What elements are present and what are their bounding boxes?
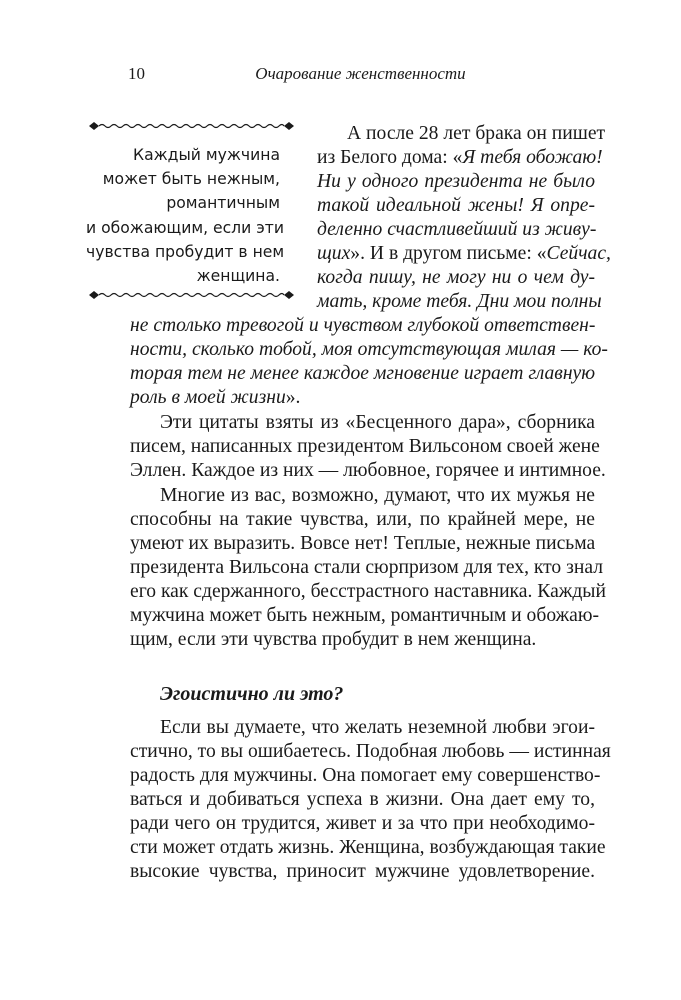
ornament-divider-top xyxy=(86,120,297,132)
text-line: торая тем не менее каждое мгновение играет главную xyxy=(130,363,596,384)
text-line: способны на такие чувства, или, по крайней мере, не xyxy=(130,509,595,530)
text-line: ради чего он трудится, живет и за что при необходимо- xyxy=(130,813,595,834)
pull-quote-line: может быть нежным, xyxy=(102,170,280,189)
page-number: 10 xyxy=(128,64,145,83)
section-heading: Эгоистично ли это? xyxy=(160,683,344,705)
text-line: роль в моей жизни». xyxy=(130,387,301,408)
text-line: Ни у одного президента не было xyxy=(317,171,595,192)
text-line: сти может отдать жизнь. Женщина, возбуждающая такие xyxy=(130,837,606,858)
text-line: ности, сколько тобой, моя отсутствующая милая — ко- xyxy=(130,339,608,360)
text-line: Если вы думаете, что желать неземной любви эгои- xyxy=(160,717,595,738)
running-title xyxy=(0,64,681,84)
text-line: из Белого дома: «Я тебя обожаю! xyxy=(317,147,603,168)
text-line: радость для мужчины. Она помогает ему совершенство- xyxy=(130,765,601,786)
running-title-text: Очарование женственности xyxy=(255,64,466,83)
text-line: не столько тревогой и чувством глубокой ответствен- xyxy=(130,315,596,336)
pull-quote xyxy=(86,143,285,288)
text-line: писем, написанных президентом Вильсоном своей жене xyxy=(130,436,600,457)
text-line: А после 28 лет брака он пишет xyxy=(347,123,606,144)
pull-quote-line: чувства пробудит в нем xyxy=(86,242,285,261)
text-line: деленно счастливейший из живу- xyxy=(317,219,597,240)
ornament-divider-bottom xyxy=(86,289,297,301)
text-line: Многие из вас, возможно, думают, что их мужья не xyxy=(160,485,595,506)
text-line: президента Вильсона стали сюрпризом для тех, кто знал xyxy=(130,557,603,578)
text-line: щим, если эти чувства пробудит в нем женщина. xyxy=(130,629,537,650)
text-line: такой идеальной жены! Я опре- xyxy=(317,195,595,216)
pull-quote-line: женщина. xyxy=(196,267,280,286)
text-line: его как сдержанного, бесстрастного наставника. Каждый xyxy=(130,581,606,602)
text-line: щих». И в другом письме: «Сейчас, xyxy=(317,243,611,264)
text-line: Эллен. Каждое из них — любовное, горячее и интимное. xyxy=(130,460,606,481)
pull-quote-line: Каждый мужчина xyxy=(133,146,280,164)
text-line: ваться и добиваться успеха в жизни. Она дает ему то, xyxy=(130,789,595,810)
text-line: Эти цитаты взяты из «Бесценного дара», сборника xyxy=(160,412,595,433)
text-line: когда пишу, не могу ни о чем ду- xyxy=(317,267,595,288)
text-line: стично, то вы ошибаетесь. Подобная любовь — истинная xyxy=(130,741,611,762)
pull-quote-line: и обожающим, если эти xyxy=(86,218,285,237)
text-line: мать, кроме тебя. Дни мои полны xyxy=(317,291,602,312)
text-line: умеют их выразить. Вовсе нет! Теплые, нежные письма xyxy=(130,533,596,554)
text-line: высокие чувства, приносит мужчине удовлетворение. xyxy=(130,861,595,882)
text-line: мужчина может быть нежным, романтичным и обожаю- xyxy=(130,605,600,626)
pull-quote-line: романтичным xyxy=(166,194,280,213)
